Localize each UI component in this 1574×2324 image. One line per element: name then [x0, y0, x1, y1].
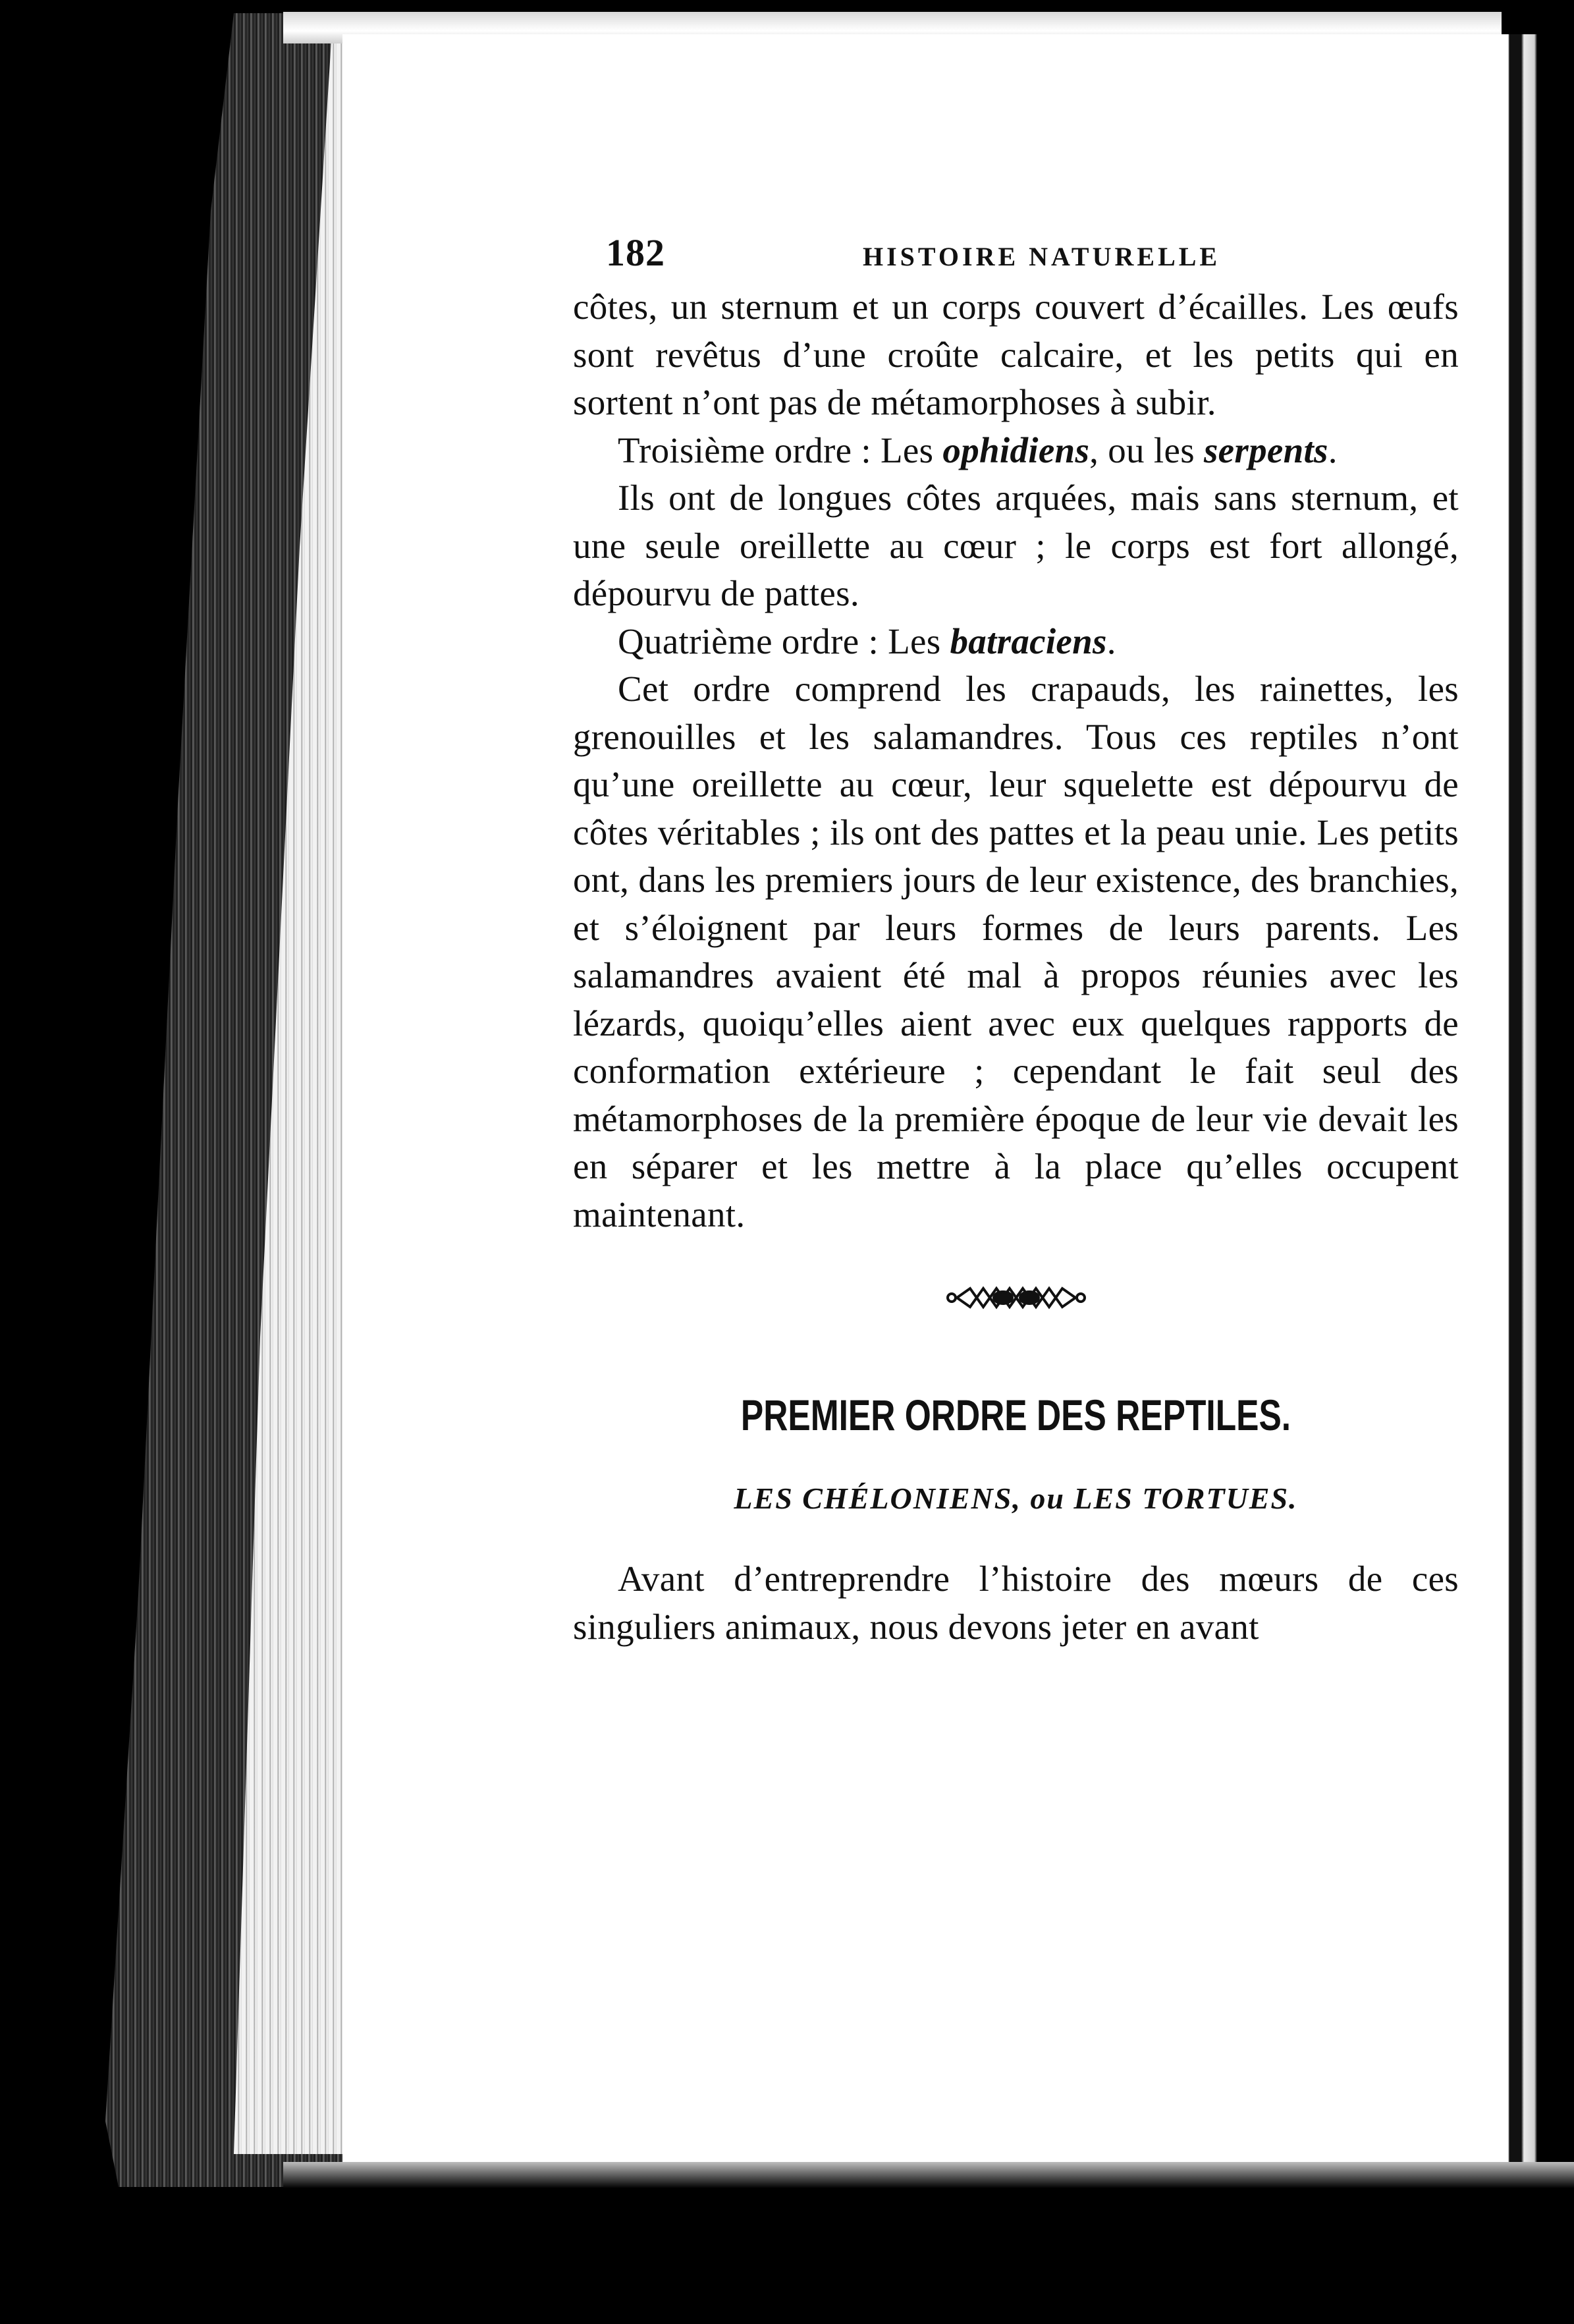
book-bottom-edge [283, 2162, 1574, 2188]
paragraph-continuation: côtes, un sternum et un corps couvert d’écailles. Les œufs sont revêtus d’une croûte calcaire, et les petits qui en sortent n’ont pas de métamorphoses à subir. [573, 287, 1459, 422]
fourth-order-suffix: . [1106, 621, 1116, 661]
page-content [573, 231, 1459, 1651]
third-order-mid: , ou les [1089, 429, 1204, 470]
term-batraciens: batraciens [950, 621, 1107, 661]
fleuron-svg [944, 1279, 1089, 1316]
term-serpents: serpents [1203, 429, 1328, 470]
book-right-edge [1495, 34, 1567, 2169]
paragraph-fourth-order [573, 618, 1459, 666]
third-order-suffix: . [1328, 429, 1338, 470]
fourth-order-prefix: Quatrième ordre : Les [618, 621, 950, 661]
running-head-title: HISTOIRE NATURELLE [863, 242, 1221, 271]
paragraph-third-order [573, 427, 1459, 475]
section-subheading: LES CHÉLONIENS, ou LES TORTUES. [734, 1481, 1298, 1515]
section-heading: PREMIER ORDRE DES REPTILES. [740, 1391, 1291, 1439]
page-number: 182 [606, 231, 665, 274]
third-order-prefix: Troisième ordre : Les [618, 429, 943, 470]
running-head [573, 231, 1459, 283]
paragraph-batraciens-description: Cet ordre comprend les crapauds, les rainettes, les grenouilles et les salamandres. Tous ces reptiles n’ont qu’une oreillette au cœur, leur squelette est dépourvu de côtes véritables ; ils ont des pattes et la peau unie. Les petits ont, dans les premiers jours de leur existence, des branchies, et s’éloignent par leurs formes de leurs parents. Les salamandres avaient été mal à propos réunies avec les lézards, quoiqu’elles aient avec eux quelques rapports de conformation extérieure ; cependant le fait seul des métamorphoses de la première époque de leur vie devait les en séparer et les mettre à la place qu’elles occupent maintenant. [573, 669, 1459, 1234]
decorative-fleuron-icon [573, 1279, 1459, 1325]
paragraph-ophidiens-description: Ils ont de longues côtes arquées, mais sans sternum, et une seule oreillette au cœur ; le corps est fort allongé, dépourvu de pattes. [573, 478, 1459, 613]
paragraph-section-opening: Avant d’entreprendre l’histoire des mœurs de ces singuliers animaux, nous devons jeter en avant [573, 1559, 1459, 1647]
term-ophidiens: ophidiens [942, 429, 1090, 470]
